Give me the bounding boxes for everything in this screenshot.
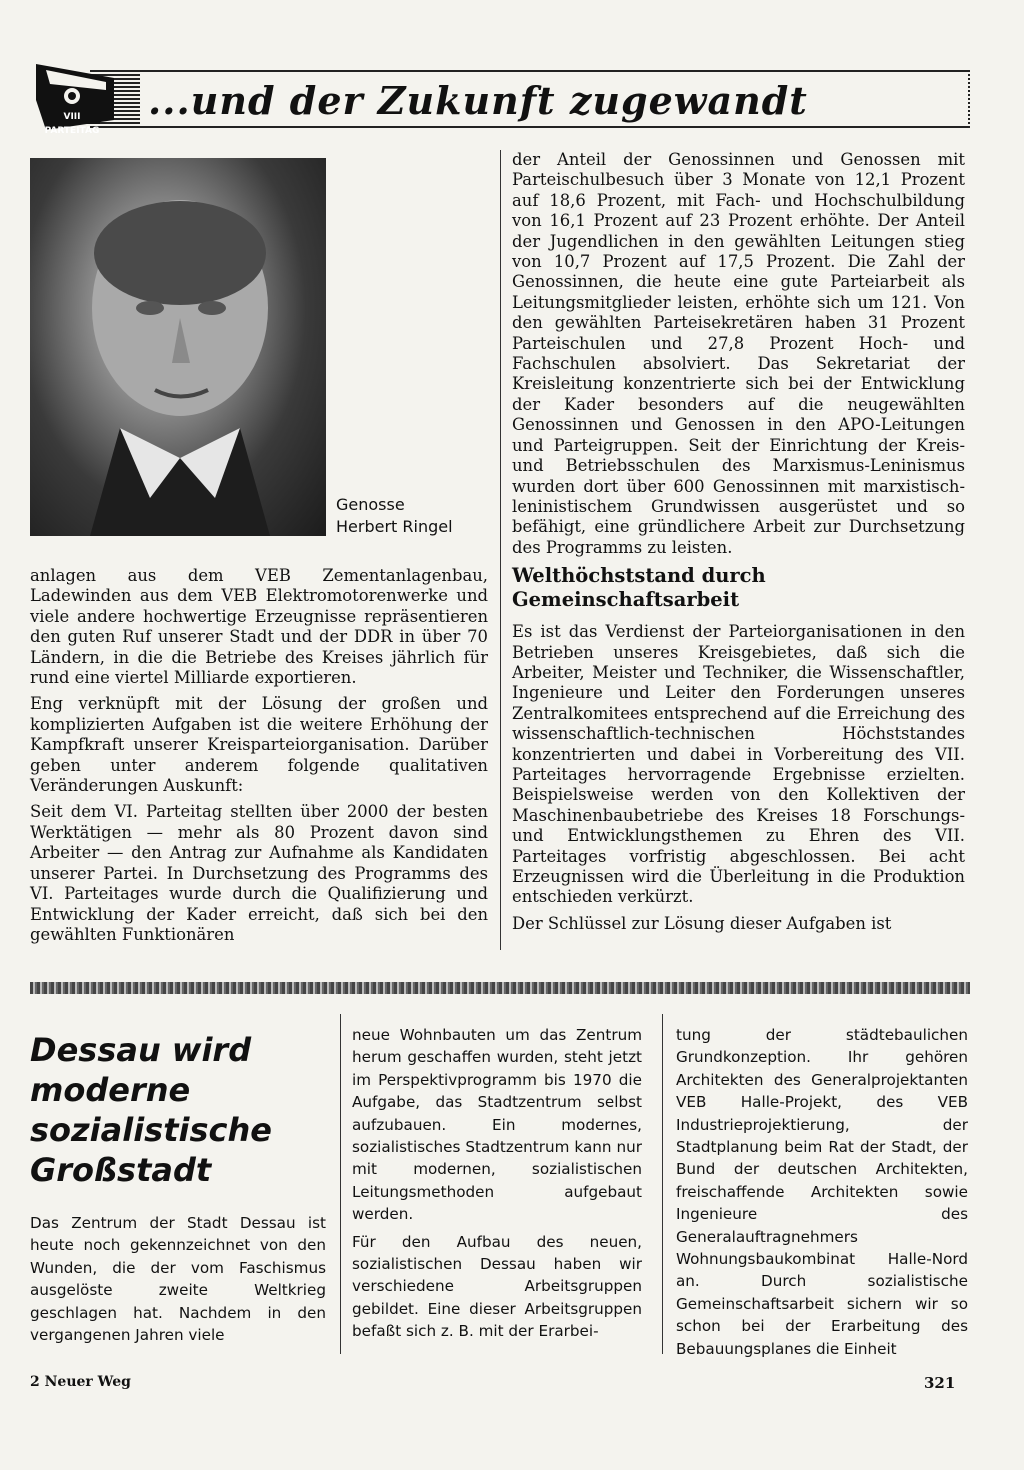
- section-band: [30, 982, 970, 994]
- footer-publication: 2 Neuer Weg: [30, 1374, 131, 1390]
- portrait-photo: [30, 158, 326, 536]
- masthead: [30, 60, 970, 140]
- portrait-silhouette: [30, 158, 326, 536]
- paragraph: tung der städtebaulichen Grundkonzeption. Ihr gehören Architekten des Generalprojektanten VEB Halle-Projekt, des VEB Industrieprojektierung, der Stadtplanung beim Rat der Stadt, der Bund der deutschen Architekten, freischaffende Architekten sowie Ingenieure des Generalauftragnehmers Wohnungsbaukombinat Halle-Nord an. Durch sozialistische Gemeinschaftsarbeit sichern wir so schon bei der Erarbeitung des Bebauungsplanes die Einheit: [676, 1026, 968, 1358]
- caption-line-2: Herbert Ringel: [336, 517, 453, 536]
- photo-caption: [336, 494, 486, 538]
- upper-right-column: [512, 150, 965, 940]
- upper-left-column: [30, 566, 488, 951]
- lower-column-1: [30, 1212, 326, 1351]
- paragraph: neue Wohnbauten um das Zentrum herum geschaffen wurden, steht jetzt im Perspektivprogramm bis 1970 die Aufgabe, das Stadtzentrum selbst aufzubauen. Ein modernes, sozialistisches Stadtzentrum kann nur mit modernen, sozialistischen Leitungsmethoden aufgebaut werden.: [352, 1026, 642, 1224]
- title-line: sozialistische: [30, 1111, 272, 1149]
- flag-label: VIII PARTEITAG: [44, 112, 100, 136]
- lower-column-3: [676, 1024, 968, 1365]
- lower-column-2: [352, 1024, 642, 1348]
- title-line: Großstadt: [30, 1151, 212, 1189]
- column-divider: [500, 150, 501, 950]
- paragraph: anlagen aus dem VEB Zementanlagenbau, Ladewinden aus dem VEB Elektromotorenwerke und viele andere hochwertige Erzeugnisse repräsentieren den guten Ruf unserer Stadt und der DDR in über 70 Ländern, in die die Betriebe des Kreises jährlich für rund eine viertel Milliarde exportieren.: [30, 566, 488, 688]
- title-line: Dessau wird: [30, 1031, 252, 1069]
- paragraph: Das Zentrum der Stadt Dessau ist heute noch gekennzeichnet von den Wunden, die der vom Faschismus ausgelöste zweite Weltkrieg geschlagen hat. Nachdem in den vergangenen Jahren viele: [30, 1214, 326, 1345]
- paragraph: Es ist das Verdienst der Parteiorganisationen in den Betrieben unseres Kreisgebietes, daß sich die Arbeiter, Meister und Techniker, die Wissenschaftler, Ingenieure und Leiter den Forderungen unseres Zentralkomitees entsprechend auf die Erreichung des wissenschaftlich-technischen Höchststandes konzentrierten und dabei in Vorbereitung des VII. Parteitages hervorragende Ergebnisse erzielten. Beispielsweise werden von den Kollektiven der Maschinenbaubetriebe des Kreises 18 Forschungs- und Entwicklungsthemen zu Ehren des VII. Parteitages vorfristig abgeschlossen. Bei acht Erzeugnissen wird die Überleitung in die Produktion entschieden verkürzt.: [512, 622, 965, 907]
- paragraph: Eng verknüpft mit der Lösung der großen und komplizierten Aufgaben ist die weitere Erhöhung der Kampfkraft unserer Kreisparteiorganisation. Darüber geben unter anderem folgende qualitativen Veränderungen Auskunft:: [30, 694, 488, 796]
- paragraph: Für den Aufbau des neuen, sozialistischen Dessau haben wir verschiedene Arbeitsgruppen gebildet. Eine dieser Arbeitsgruppen befaßt sich z. B. mit der Erarbei-: [352, 1232, 642, 1341]
- page-number: 321: [924, 1374, 956, 1392]
- paragraph: Der Schlüssel zur Lösung dieser Aufgaben ist: [512, 913, 892, 933]
- masthead-title: ...und der Zukunft zugewandt: [140, 74, 968, 126]
- caption-line-1: Genosse: [336, 495, 405, 514]
- title-line: moderne: [30, 1071, 191, 1109]
- subheading: Welthöchststand durch Gemeinschaftsarbeit: [512, 564, 766, 612]
- column-divider: [662, 1014, 663, 1354]
- paragraph: Seit dem VI. Parteitag stellten über 2000 der besten Werktätigen — mehr als 80 Prozent davon sind Arbeiter — den Antrag zur Aufnahme als Kandidaten unserer Partei. In Durchsetzung des Programms des VI. Parteitages wurde durch die Qualifizierung und Entwicklung der Kader erreicht, daß sich bei den gewählten Funktionären: [30, 802, 488, 944]
- article-title: [30, 1030, 330, 1190]
- column-divider: [340, 1014, 341, 1354]
- paragraph: der Anteil der Genossinnen und Genossen mit Parteischulbesuch über 3 Monate von 12,1 Prozent auf 18,6 Prozent, mit Fach- und Hochschulbildung von 16,1 Prozent auf 23 Prozent erhöhte. Der Anteil der Jugendlichen in den gewählten Leitungen stieg von 10,7 Prozent auf 17,5 Prozent. Die Zahl der Genossinnen, die heute eine gute Parteiarbeit als Leitungsmitglieder leisten, erhöhte sich um 121. Von den gewählten Parteisekretären haben 31 Prozent Parteischulen und 27,8 Prozent Hoch- und Fachschulen absolviert. Das Sekretariat der Kreisleitung konzentrierte sich bei der Entwicklung der Kader besonders auf die neugewählten Genossinnen und Genossen in den APO-Leitungen und Parteigruppen. Seit der Einrichtung der Kreis- und Betriebsschulen des Marxismus-Leninismus wurden dort über 600 Genossinnen mit marxistisch-leninistischem Grundwissen ausgerüstet und so befähigt, eine gründlichere Arbeit zur Durchsetzung des Programms zu leisten.: [512, 150, 965, 557]
